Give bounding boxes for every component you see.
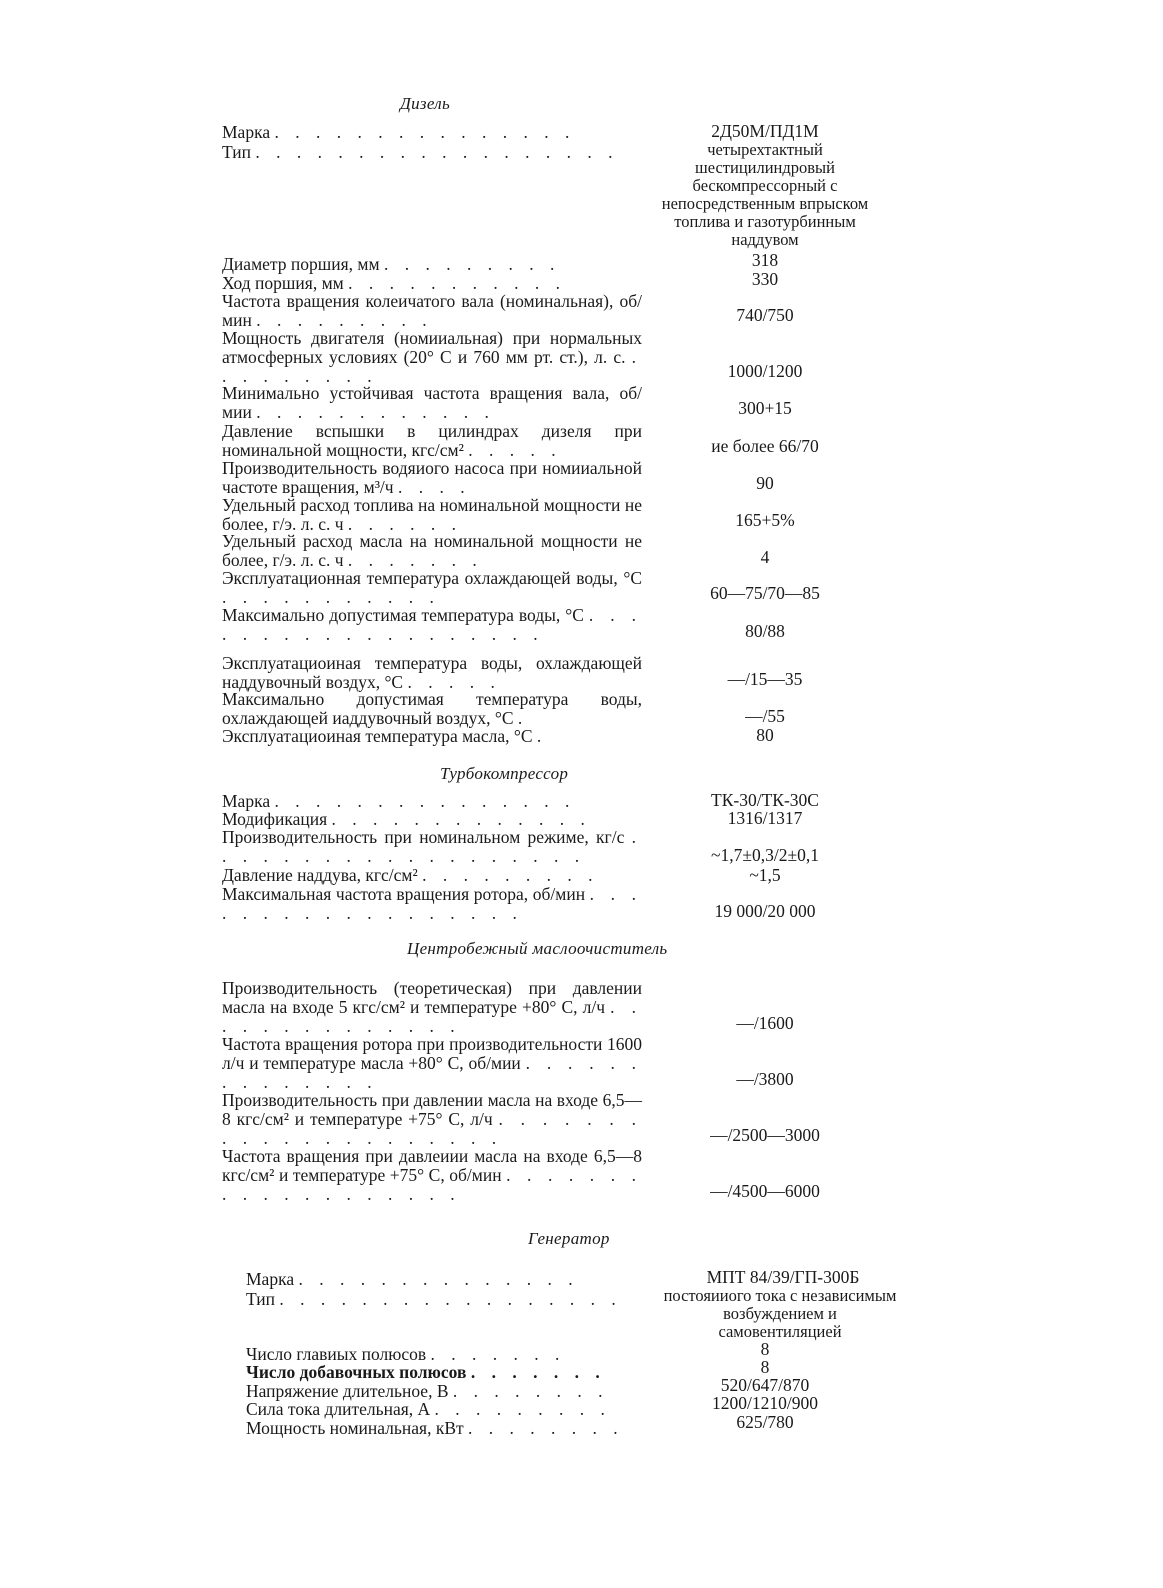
section-title-turbo: Турбокомпрессор bbox=[440, 764, 569, 783]
spec-value: 165+5% bbox=[735, 510, 795, 530]
spec-value: четырехтактный шестицилиндровый бескомпрессорный с непосредственным впрыском топлива и газотурбинным наддувом bbox=[661, 140, 869, 249]
spec-label: Производительность при номинальном режиме, кг/с . . . . . . . . . . . . . . . . . . . bbox=[222, 827, 642, 866]
spec-value: ~1,5 bbox=[749, 865, 781, 885]
spec-value: —/1600 bbox=[736, 1013, 794, 1033]
spec-label: Удельный расход топлива на номинальной мощности не более, г/э. л. с. ч . . . . . . bbox=[222, 495, 642, 534]
spec-value: ТК-30/ТК-30С bbox=[711, 790, 819, 810]
section-title-diesel: Дизель bbox=[400, 94, 451, 113]
spec-value: 625/780 bbox=[736, 1412, 794, 1432]
spec-value: ~1,7±0,3/2±0,1 bbox=[711, 845, 819, 865]
spec-label: Марка . . . . . . . . . . . . . . bbox=[246, 1269, 579, 1289]
spec-value: 1316/1317 bbox=[727, 808, 803, 828]
spec-value: ие более 66/70 bbox=[711, 436, 819, 456]
spec-label: Сила тока длительная, А . . . . . . . . . bbox=[246, 1399, 611, 1419]
spec-value: 8 bbox=[760, 1339, 770, 1359]
spec-label: Ход поршия, мм . . . . . . . . . . . bbox=[222, 273, 566, 293]
spec-value: 8 bbox=[760, 1357, 770, 1377]
spec-label: Производительность водяиого насоса при номииальной частоте вращения, м³/ч . . . . bbox=[222, 458, 642, 497]
spec-value: 1000/1200 bbox=[727, 361, 803, 381]
spec-value: 520/647/870 bbox=[720, 1375, 810, 1395]
spec-label: Эксплуатационная температура охлаждающей воды, °С . . . . . . . . . . . bbox=[222, 568, 642, 607]
spec-value: —/15—35 bbox=[727, 669, 803, 689]
spec-value: —/55 bbox=[745, 706, 785, 726]
spec-value: 740/750 bbox=[736, 305, 794, 325]
spec-value: 2Д50М/ПД1М bbox=[711, 121, 819, 141]
section-title-cleaner: Центробежный маслоочиститель bbox=[407, 939, 668, 958]
spec-label: Напряжение длительное, В . . . . . . . . bbox=[246, 1381, 609, 1401]
spec-label: Число главиых полюсов . . . . . . . bbox=[246, 1344, 566, 1364]
spec-label: Частота вращения ротора при производительности 1600 л/ч и температуре масла +80° С, об/мии . . . . . . . . . . . . . . bbox=[222, 1034, 643, 1092]
spec-value: —/4500—6000 bbox=[710, 1181, 820, 1201]
spec-value: 19 000/20 000 bbox=[714, 901, 816, 921]
spec-label: Модификация . . . . . . . . . . . . . bbox=[222, 809, 591, 829]
spec-value: постояииого тока с независимым возбуждением и самовентиляцией bbox=[663, 1286, 897, 1341]
spec-value: 330 bbox=[751, 269, 779, 289]
spec-value: МПТ 84/39/ГП-300Б bbox=[706, 1267, 860, 1287]
spec-value: 90 bbox=[756, 473, 774, 493]
spec-label: Тип . . . . . . . . . . . . . . . . . bbox=[246, 1289, 622, 1309]
spec-label: Тип . . . . . . . . . . . . . . . . . . bbox=[222, 142, 619, 162]
spec-label: Максимально допустимая температура воды, °С . . . . . . . . . . . . . . . . . . . bbox=[222, 605, 643, 644]
spec-label: Эксплуатациоиная температура масла, °С . bbox=[222, 726, 548, 746]
spec-label: Максимальная частота вращения ротора, об/мин . . . . . . . . . . . . . . . . . . bbox=[222, 884, 643, 923]
spec-label: Мощность двигателя (номииальная) при нормальных атмосферных условиях (20° С и 760 мм рт. ст.), л. с. . . . . . . . . . bbox=[222, 328, 642, 386]
spec-value: 80 bbox=[756, 725, 774, 745]
spec-value: —/2500—3000 bbox=[710, 1125, 820, 1145]
spec-label: Марка . . . . . . . . . . . . . . . bbox=[222, 122, 576, 142]
spec-value: —/3800 bbox=[736, 1069, 794, 1089]
spec-label: Частота вращения при давлеиии масла на входе 6,5—8 кгс/см² и температуре +75° С, об/мин . . . . . . . . . . . . . . . . . . . bbox=[222, 1146, 643, 1204]
spec-label: Частота вращения колеичатого вала (номинальная), об/мин . . . . . . . . . bbox=[222, 291, 642, 330]
spec-label: Марка . . . . . . . . . . . . . . . bbox=[222, 791, 576, 811]
spec-value: 1200/1210/900 bbox=[712, 1393, 818, 1413]
spec-label: Число добавочных полюсов . . . . . . . bbox=[246, 1362, 606, 1382]
spec-value: 300+15 bbox=[738, 398, 792, 418]
spec-label: Диаметр поршия, мм . . . . . . . . . bbox=[222, 254, 561, 274]
spec-value: 60—75/70—85 bbox=[710, 583, 820, 603]
spec-label: Производительность при давлении масла на входе 6,5—8 кгс/см² и температуре +75° С, л/ч . . . . . . . . . . . . . . . . . . . . . bbox=[222, 1090, 643, 1148]
spec-label: Удельный расход масла на номинальной мощности не более, г/э. л. с. ч . . . . . . . bbox=[222, 531, 642, 570]
section-title-generator: Генератор bbox=[528, 1229, 610, 1248]
spec-label: Максимально допустимая температура воды, охлаждающей иаддувочный воздух, °С . bbox=[222, 689, 642, 728]
spec-label: Производительность (теоретическая) при давлении масла на входе 5 кгс/см² и температуре +80° С, л/ч . . . . . . . . . . . . . . bbox=[222, 978, 642, 1036]
spec-label: Мощность номинальная, кВт . . . . . . . . bbox=[246, 1418, 624, 1438]
spec-label: Минимально устойчивая частота вращения вала, об/мии . . . . . . . . . . . . bbox=[222, 383, 642, 422]
spec-value: 4 bbox=[760, 547, 770, 567]
spec-value: 80/88 bbox=[745, 621, 785, 641]
spec-label: Эксплуатациоиная температура воды, охлаждающей наддувочный воздух, °С . . . . . bbox=[222, 653, 642, 692]
spec-label: Давление наддува, кгс/см² . . . . . . . . . bbox=[222, 865, 599, 885]
spec-value: 318 bbox=[751, 250, 779, 270]
spec-label: Давление вспышки в цилиндрах дизеля при номинальной мощности, кгс/см² . . . . . bbox=[222, 421, 642, 460]
